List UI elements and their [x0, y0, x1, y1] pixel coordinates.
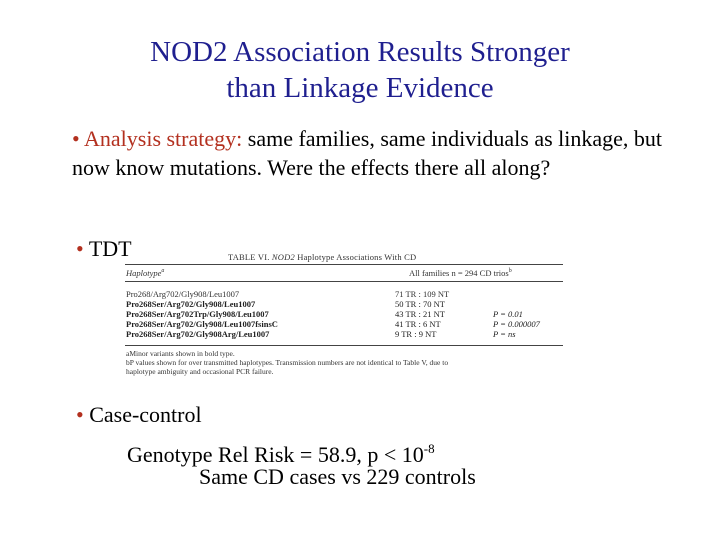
table-row: Pro268Ser/Arg702/Gly908Arg/Leu1007 9 TR : 9 NT P = ns	[126, 329, 516, 339]
genotype-exponent: -8	[423, 441, 435, 456]
case-control-bullet	[76, 402, 202, 428]
analysis-label: Analysis strategy:	[84, 126, 243, 151]
table-footnote-b: bP values shown for over transmitted haplotypes. Transmission numbers are not identical to Table V, due to	[126, 358, 449, 367]
haplotype-table	[125, 248, 563, 384]
table-caption	[228, 252, 416, 262]
caption-rest: Haplotype Associations With CD	[297, 252, 417, 262]
tdt-bullet	[76, 236, 132, 262]
analysis-text: same families, same individuals as linkage, but now know mutations. Were the effects there all along?	[72, 126, 663, 180]
table-footnote-b-cont: haplotype ambiguity and occasional PCR failure.	[126, 367, 274, 376]
bullet-marker: •	[72, 126, 80, 151]
caption-prefix: TABLE VI.	[228, 252, 270, 262]
analysis-bullet	[72, 124, 672, 182]
title-line-1: NOD2 Association Results Stronger	[150, 36, 570, 68]
tdt-label: TDT	[88, 236, 132, 261]
table-row: Pro268Ser/Arg702Trp/Gly908/Leu1007 43 TR : 21 NT P = 0.01	[126, 309, 523, 319]
table-row: Pro268Ser/Arg702/Gly908/Leu1007fsinsC 41 TR : 6 NT P = 0.000007	[126, 319, 540, 329]
controls-text: Same CD cases vs 229 controls	[199, 464, 476, 489]
bullet-marker: •	[76, 402, 84, 427]
table-header-haplotype: Haplotype$^a$	[126, 268, 165, 278]
bullet-marker: •	[76, 236, 84, 261]
title-line-2: than Linkage Evidence	[226, 72, 494, 104]
table-rule-top	[125, 264, 563, 265]
table-rule-header	[125, 281, 563, 282]
table-footnote-a: aMinor variants shown in bold type.	[126, 349, 235, 358]
slide-title	[0, 34, 720, 106]
table-row: Pro268Ser/Arg702/Gly908/Leu1007 50 TR : 70 NT	[126, 299, 445, 309]
caption-gene: NOD2	[271, 252, 295, 262]
table-rule-bottom	[125, 345, 563, 346]
table-row: Pro268/Arg702/Gly908/Leu1007 71 TR : 109 NT	[126, 289, 450, 299]
genotype-risk-text: Genotype Rel Risk = 58.9, $p < 10^{-8}$	[127, 441, 435, 467]
table-header-families: All families n = 294 CD trios$^b$	[409, 268, 512, 278]
case-control-label: Case-control	[89, 402, 202, 427]
